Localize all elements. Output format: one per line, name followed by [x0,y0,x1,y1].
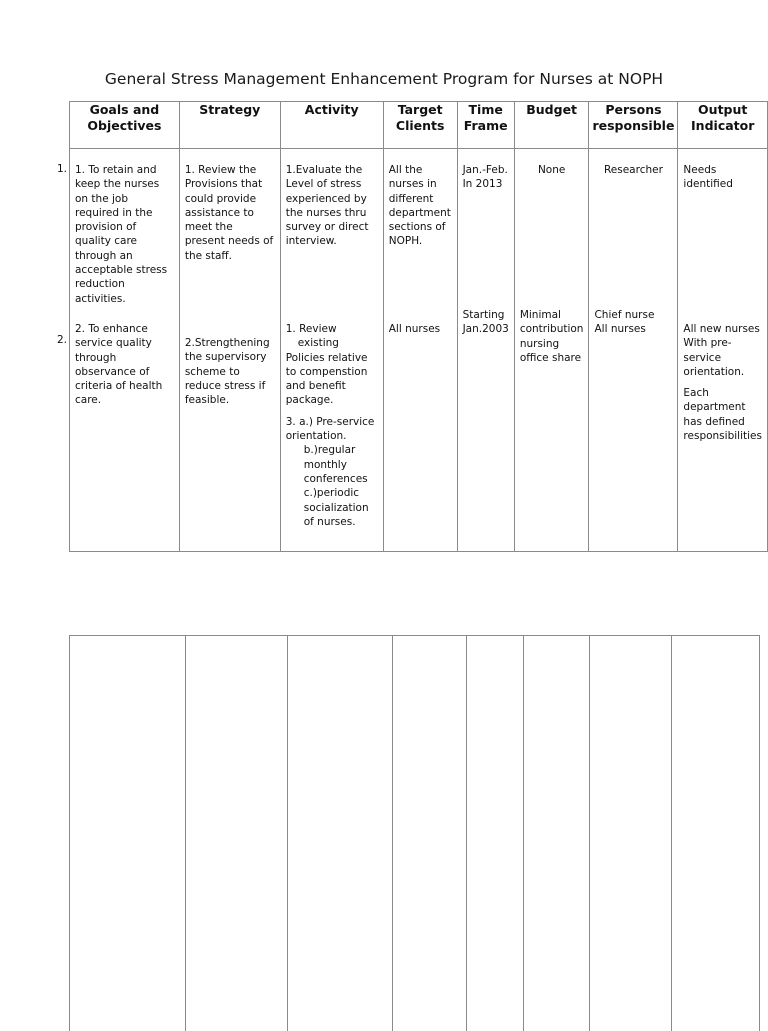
activity-cell [280,306,383,552]
goal-cell: 1. To retain and keep the nurses on the job required in the provision of quality care through an acceptable stress reduction activities. [70,149,180,306]
header-activity: Activity [280,102,383,149]
header-time-frame: Time Frame [457,102,514,149]
program-table [69,101,768,552]
target-cell: All the nurses in different department sections of NOPH. [383,149,457,306]
blank-cell [288,636,393,1031]
strategy-cell: 2.Strengthening the supervisory scheme to reduce stress if feasible. [179,306,280,552]
output-cell [678,306,768,552]
persons-line: All nurses [594,322,672,336]
row-number: 2. [57,333,67,347]
blank-cell [524,636,590,1031]
header-goals: Goals and Objectives [70,102,180,149]
blank-cell [186,636,288,1031]
time-cell: Starting Jan.2003 [457,306,514,552]
persons-cell: Researcher [589,149,678,306]
persons-line: Chief nurse [594,308,672,322]
blank-cell [467,636,524,1031]
activity-line: c.)periodic socialization of nurses. [286,486,378,529]
output-line: With pre-service orientation. [683,336,762,379]
budget-cell: Minimal contribution nursing office share [514,306,589,552]
activity-cell: 1.Evaluate the Level of stress experienced by the nurses thru survey or direct interview. [280,149,383,306]
budget-cell: None [514,149,589,306]
header-strategy: Strategy [179,102,280,149]
table-row [70,636,760,1031]
activity-line: Policies relative to compenstion and benefit package. [286,351,378,408]
strategy-cell: 1. Review the Provisions that could provide assistance to meet the present needs of the staff. [179,149,280,306]
time-cell: Jan.-Feb. In 2013 [457,149,514,306]
blank-cell [70,636,186,1031]
output-line: All new nurses [683,322,762,336]
goal-cell: 2. To enhance service quality through observance of criteria of health care. [70,306,180,552]
blank-cell [590,636,672,1031]
header-persons-responsible: Persons responsible [589,102,678,149]
page-title: General Stress Management Enhancement Program for Nurses at NOPH [0,70,768,88]
activity-line: b.)regular monthly conferences [286,443,378,486]
table-row [70,149,768,306]
output-line: Each department has defined responsibilities [683,386,762,443]
header-row [70,102,768,149]
blank-cell [672,636,760,1031]
row-number: 1. [57,162,67,176]
activity-line: 1. Review [286,322,378,336]
blank-cell [393,636,467,1031]
persons-cell [589,306,678,552]
header-budget: Budget [514,102,589,149]
header-target-clients: Target Clients [383,102,457,149]
activity-line: existing [286,336,378,350]
target-cell: All nurses [383,306,457,552]
header-output-indicator: Output Indicator [678,102,768,149]
blank-table [69,635,760,1031]
activity-line: 3. a.) Pre-service orientation. [286,415,378,444]
output-cell: Needs identified [678,149,768,306]
table-row [70,306,768,552]
